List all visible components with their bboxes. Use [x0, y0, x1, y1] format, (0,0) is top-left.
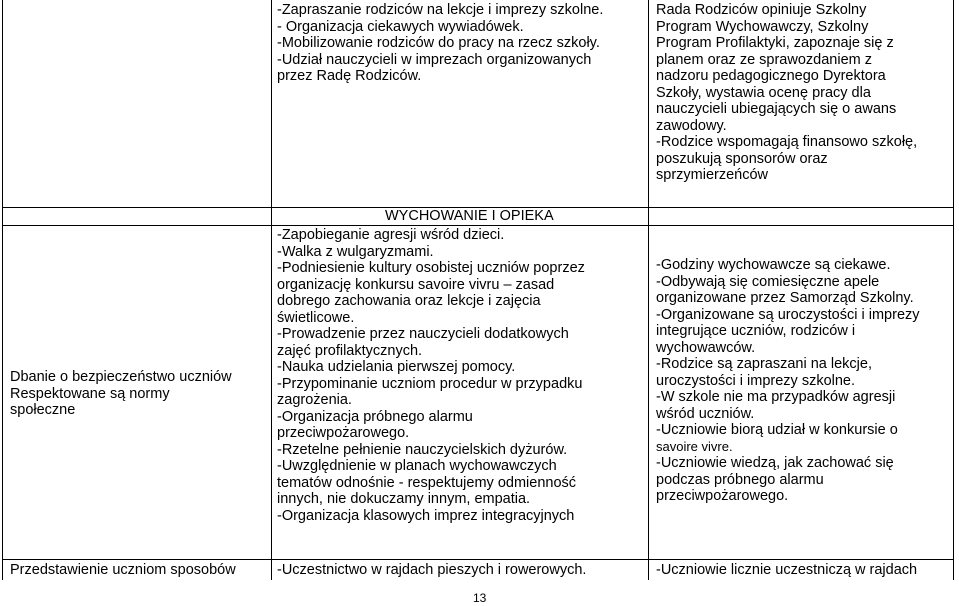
- text-line: -Udział nauczycieli w imprezach organizowanych: [277, 51, 592, 68]
- text-line: Program Wychowawczy, Szkolny: [656, 18, 869, 35]
- text-line: integrujące uczniów, rodziców i: [656, 323, 856, 339]
- cell-bottom-col2: -Uczestnictwo w rajdach pieszych i rowerowych.: [277, 562, 587, 578]
- text-line: poszukują sponsorów oraz: [656, 150, 828, 167]
- text-line: -Walka z wulgaryzmami.: [277, 243, 434, 260]
- cell-parents-cooperation-actions: [277, 2, 603, 85]
- cell-bottom-col1: Przedstawienie uczniom sposobów: [10, 562, 236, 578]
- text-line: -Uczniowie biorą udział w konkursie o: [656, 422, 898, 438]
- column-divider-2: [648, 0, 649, 580]
- text-line: przez Radę Rodziców.: [277, 68, 422, 84]
- text-line: nadzoru pedagogicznego Dyrektora: [656, 68, 886, 84]
- text-line: Rada Rodziców opiniuje Szkolny: [656, 2, 867, 18]
- text-line: nauczycieli ubiegających się o awans: [656, 101, 897, 117]
- text-line: -W szkole nie ma przypadków agresji: [656, 389, 896, 405]
- text-line: -Rodzice wspomagają finansowo szkołę,: [656, 134, 918, 150]
- column-divider-1: [271, 0, 272, 580]
- text-line: -Nauka udzielania pierwszej pomocy.: [277, 359, 516, 375]
- text-line: uroczystości i imprezy szkolne.: [656, 372, 856, 389]
- table-right-border: [953, 0, 954, 580]
- text-line: -Organizacja klasowych imprez integracyjnych: [277, 507, 575, 524]
- text-line: Program Profilaktyki, zapoznaje się z: [656, 35, 894, 51]
- text-line: -Podniesienie kultury osobistej uczniów poprzez: [277, 260, 585, 276]
- text-line: innych, nie dokuczamy innym, empatia.: [277, 491, 531, 507]
- text-line: organizowane przez Samorząd Szkolny.: [656, 290, 914, 306]
- text-line: -Uwzględnienie w planach wychowawczych: [277, 458, 557, 474]
- text-line: tematów odnośnie - respektujemy odmienność: [277, 474, 577, 491]
- text-line: -Godziny wychowawcze są ciekawe.: [656, 257, 891, 273]
- text-line: - Organizacja ciekawych wywiadówek.: [277, 18, 524, 35]
- text-line: podczas próbnego alarmu: [656, 471, 824, 488]
- text-line: zawodowy.: [656, 117, 727, 134]
- text-line: organizację konkursu savoire vivru – zasad: [277, 276, 555, 293]
- text-line: Dbanie o bezpieczeństwo uczniów: [10, 369, 232, 385]
- text-line: dobrego zachowania oraz lekcje i zajęcia: [277, 293, 541, 309]
- bottom-row-top-border: [2, 559, 954, 560]
- text-line: Respektowane są normy: [10, 385, 170, 402]
- page-number: 13: [473, 591, 487, 605]
- text-line: świetlicowe.: [277, 309, 355, 326]
- cell-parents-cooperation-results: [656, 2, 917, 184]
- text-line: wychowawców.: [656, 339, 756, 356]
- text-line: Szkoły, wystawia ocenę pracy dla: [656, 84, 871, 101]
- text-line: -Rodzice są zapraszani na lekcje,: [656, 356, 872, 372]
- text-line: przeciwpożarowego.: [277, 425, 410, 441]
- text-line: -Organizacja próbnego alarmu: [277, 408, 473, 425]
- text-line: sprzymierzeńców: [656, 167, 768, 183]
- table-left-border: [2, 0, 3, 580]
- cell-bottom-col3: -Uczniowie licznie uczestniczą w rajdach: [656, 562, 918, 578]
- text-line: -Mobilizowanie rodziców do pracy na rzecz szkoły.: [277, 35, 600, 51]
- text-line: -Uczniowie wiedzą, jak zachować się: [656, 455, 894, 471]
- text-line: zajęć profilaktycznych.: [277, 342, 423, 359]
- text-line: savoire vivre.: [656, 438, 733, 454]
- text-line: planem oraz ze sprawozdaniem z: [656, 51, 872, 68]
- text-line: -Zapraszanie rodziców na lekcje i imprezy szkolne.: [277, 2, 604, 18]
- text-line: -Rzetelne pełnienie nauczycielskich dyżurów.: [277, 441, 568, 458]
- text-line: -Organizowane są uroczystości i imprezy: [656, 306, 920, 323]
- cell-safety-actions: [277, 227, 585, 524]
- heading-row-bottom-border: [2, 225, 954, 226]
- text-line: przeciwpożarowego.: [656, 488, 789, 504]
- text-line: -Przypominanie uczniom procedur w przypadku: [277, 375, 583, 392]
- text-line: -Prowadzenie przez nauczycieli dodatkowych: [277, 326, 569, 342]
- section-heading: WYCHOWANIE I OPIEKA: [385, 208, 554, 224]
- cell-safety-results: [656, 257, 920, 505]
- text-line: społeczne: [10, 402, 76, 418]
- text-line: -Odbywają się comiesięczne apele: [656, 273, 880, 290]
- cell-safety-area: [10, 369, 232, 419]
- text-line: -Zapobieganie agresji wśród dzieci.: [277, 227, 505, 243]
- text-line: wśród uczniów.: [656, 405, 755, 422]
- text-line: zagrożenia.: [277, 392, 352, 408]
